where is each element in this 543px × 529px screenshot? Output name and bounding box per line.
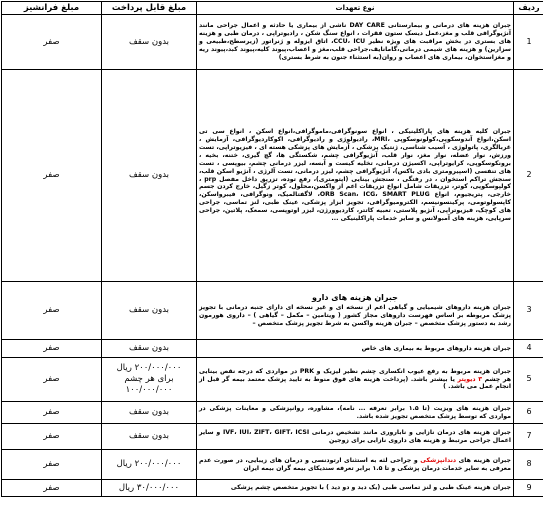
- row-franchise: صفر: [2, 480, 102, 497]
- row-franchise: صفر: [2, 70, 102, 282]
- table-row: [2, 70, 543, 282]
- row-number: 4: [514, 340, 543, 358]
- row-description: جبران هزینه داروهای مربوط به بیماری های خاص: [197, 340, 514, 358]
- row-number: 2: [514, 70, 543, 282]
- row-description: [197, 282, 514, 340]
- row-franchise: صفر: [2, 402, 102, 424]
- row-highlight: ۳ دیوپتر: [458, 376, 482, 383]
- row-text: یا بیشتر باشد. (پرداخت هزینه های فوق منوط به تایید پزشک معتمد بیمه گر قبل از انجام عمل می باشد. ): [199, 376, 511, 391]
- row-description: جبران کلیه هزینه های پاراکلینیکی ، انواع سونوگرافی،ماموگرافی،انواع اسکن ، انواع سی تی اسکن،انواع آندوسکوپی،کولونوسکوپی ،MRI، رادیولوژی و رادیوگرافی، اکوکاردیوگرافی، آزمایش ، غربالگری، پاتولوژی ، آسیب شناسی، ژنتیک پزشکی ، آزمایش های پزشکی هسته ای ، فیزیوتراپی، تست ورزش، نوار عضله، نوار مغز، نوار قلب، آنژیوگرافی چشم، شکستگی ها، گچ گیری، ختنه، بخیه ، برونکوسکوپی، کرایوتراپی، اکسیژن درمانی، تخلیه کیست و آبسه، لیزر درمانی چشم، بیوپسی ، تست های تنفسی (اسپیرومتری بادی باکس)، آنژیوگرافی چشم، لیزر درمانی، تست آلرژی ، آنژیو اسکن قلب، سنجش تراکم استخوان ، در رفتگی ، سنجش بینایی (اپتومتری)، رفع توده، تزریق داخل مفصل prp ، کولپوسکوپی، کوتر، تزریقات شامل انواع تزریقات اعم از واکسن،محلول، کوتر زگیل، خارج کردن جسم خارجی، پتریجیوم، انواع ORB Scan، ICG، SMART PLUG، لاگفتالمیک، ونوگرافی، فیبرواسکن، کاپسولوتومی، پرکینسونیسم، الکترومیوگرافی، تجویز ابزار پزشکی، عینک طبی، لنز تماسی، جراحی های کوچک، فیزیوتراپی، آنژیو پلاستی، تعبیه کاتتر، کاردیوورژن، لیزر اوتوپسی، سمعک، پلاتین، جراحی سرپایی، هزینه های آمبولانس و سایر خدمات پاراکلینیکی ...: [197, 70, 514, 282]
- row-number: 6: [514, 402, 543, 424]
- row-highlight: دندانپزشکی: [420, 457, 456, 464]
- row-number: 9: [514, 480, 543, 497]
- row-franchise: صفر: [2, 15, 102, 70]
- row-description: [197, 450, 514, 480]
- row-payable: ۳۰/۰۰۰/۰۰۰ ریال: [102, 480, 197, 497]
- payable-amount: ۲۰۰/۰۰۰/۰۰۰ ریال: [104, 363, 194, 374]
- row-number: 5: [514, 358, 543, 402]
- row-description: [197, 358, 514, 402]
- row-number: 8: [514, 450, 543, 480]
- header-franchise: مبلغ فرانشیز: [2, 2, 102, 15]
- table-row: [2, 402, 543, 424]
- row-payable: بدون سقف: [102, 424, 197, 450]
- row-payable: بدون سقف: [102, 402, 197, 424]
- row-text: و جراحی لثه به استثنای ارتودنسی و درمان های زیبایی، در صورت عدم معرفی به سایر خدمات درمان پزشکی و تا ۱.۵ برابر تعرفه سندیکای بیمه گران بیمه ایران: [199, 457, 511, 472]
- row-payable: بدون سقف: [102, 340, 197, 358]
- header-row: [2, 2, 543, 15]
- row-text: جبران هزینه های: [459, 457, 511, 464]
- row-text: جبران هزینه مربوط به رفع عیوب انکساری چشم نظیر لیزیک و PRK در مواردی که درجه نقص بینایی هر چشم: [199, 368, 511, 383]
- header-no: ردیف: [514, 2, 543, 15]
- row-payable: ۲۰۰/۰۰۰/۰۰۰ ریال: [102, 450, 197, 480]
- row-franchise: صفر: [2, 358, 102, 402]
- row-title: جبران هزینه های دارو: [199, 293, 511, 303]
- row-payable: بدون سقف: [102, 70, 197, 282]
- row-number: 3: [514, 282, 543, 340]
- table-row: [2, 424, 543, 450]
- header-pay: مبلغ قابل پرداخت: [102, 2, 197, 15]
- payable-amount-2: ۱۰۰/۰۰۰/۰۰۰: [104, 385, 194, 396]
- row-description: جبران هزینه های ویزیت (تا ۱.۵ برابر تعرفه ... نامه)، مشاوره، روانپزشکی و معاینات پزشکی در مواردی که توسط پزشک متخصص تجویز شده باشد.: [197, 402, 514, 424]
- table-row: [2, 282, 543, 340]
- table-row: [2, 15, 543, 70]
- table-row: [2, 358, 543, 402]
- row-franchise: صفر: [2, 282, 102, 340]
- row-payable: [102, 358, 197, 402]
- coverage-table: [1, 1, 543, 497]
- row-number: 7: [514, 424, 543, 450]
- header-desc: نوع تعهدات: [197, 2, 514, 15]
- row-description: جبران هزینه های درمانی و بیمارستانی DAY CARE ناشی از بیماری یا حادثه و اعمال جراحی مانند آنژیوگرافی قلب و مغز،عمل دیسک ستون فقرات ، انواع سنگ شکن ، رادیوتراپی ، درمان طبی و هزینه های بستری در بخش مراقبت های ویژه نظیر CCU، ICU، اتاق ایزوله و ژنراتور (زیرسطح،طبیعی و سزارین) و هزینه های شیمی درمانی،گامانایف،جراحی قلب،مغز و اعصاب،پیوند کلیه،پیوند کبد،پیوند ریه و مغزاستخوان، بیماری های اعصاب و روان(به استثناء جنون به شرط بستری): [197, 15, 514, 70]
- row-text: جبران هزینه داروهای شیمیایی و گیاهی اعم از نسخه ای و غیر نسخه ای دارای جنبه درمانی با تجویز پزشک مربوطه بر اساس فهرست داروهای مجاز کشور ( ویتامین – مکمل – گیاهی ) – داروی هورمون رشد به دستور پزشک متخصص – جبران هزینه واکسن به شرط تجویز پزشک متخصص –: [199, 304, 511, 327]
- table-row: [2, 480, 543, 497]
- payable-unit: برای هر چشم: [104, 374, 194, 385]
- row-franchise: صفر: [2, 340, 102, 358]
- table-row: [2, 450, 543, 480]
- row-description: جبران هزینه عینک طبی و لنز تماسی طبی (یک دید و دو دید ) با تجویز متخصص چشم پزشکی: [197, 480, 514, 497]
- row-payable: بدون سقف: [102, 15, 197, 70]
- row-franchise: صفر: [2, 424, 102, 450]
- row-number: 1: [514, 15, 543, 70]
- row-description: جبران هزینه های درمان نازایی و ناباروری مانند تشخیص درمانی IVF، IUI، ZIFT، GIFT، ICSI و سایر اعمال جراحی مرتبط و هزینه های داروی نازایی برای زوجین: [197, 424, 514, 450]
- table-row: [2, 340, 543, 358]
- row-franchise: صفر: [2, 450, 102, 480]
- row-payable: بدون سقف: [102, 282, 197, 340]
